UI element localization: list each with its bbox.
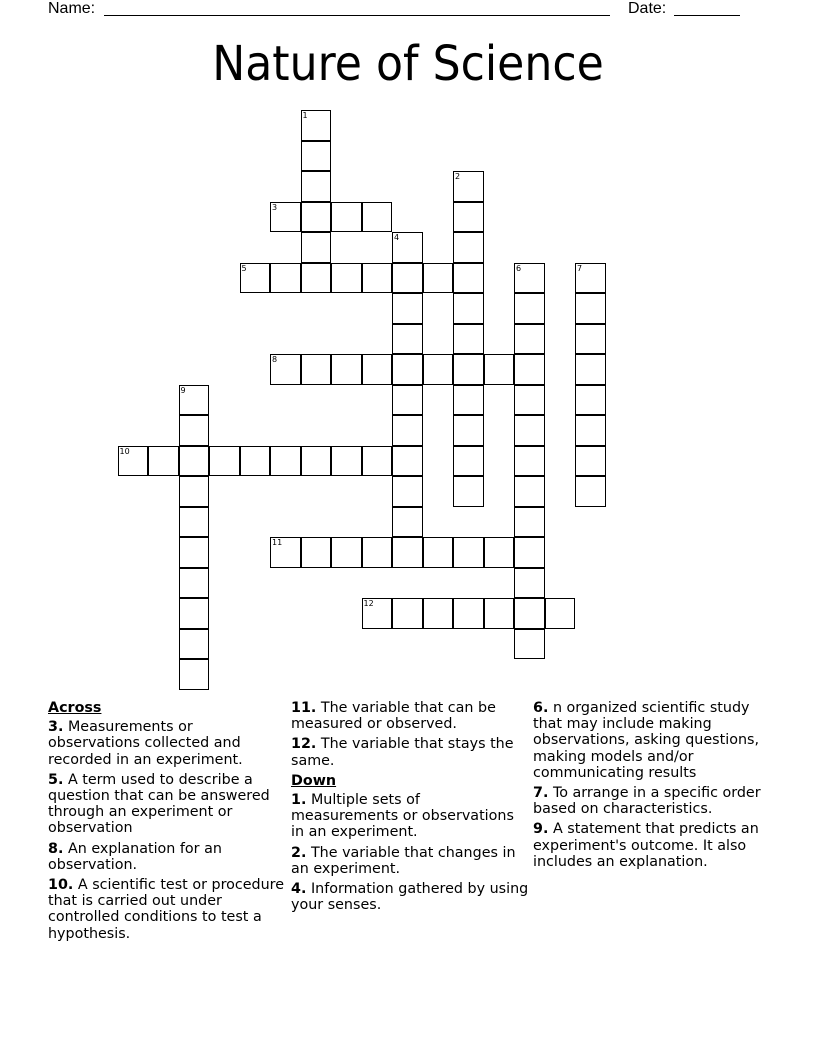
clue-number-label: 4 [394, 233, 400, 242]
grid-cell[interactable] [453, 476, 484, 507]
grid-cell[interactable] [453, 293, 484, 324]
clues-column-2 [291, 700, 531, 917]
clue-text: Multiple sets of measurements or observations in an experiment. [291, 792, 514, 841]
grid-cell[interactable] [301, 141, 332, 172]
grid-cell[interactable] [575, 385, 606, 416]
grid-cell[interactable] [362, 537, 393, 568]
grid-cell[interactable] [453, 171, 484, 202]
grid-cell[interactable] [575, 476, 606, 507]
grid-cell[interactable] [453, 598, 484, 629]
clue-number-label: 5 [241, 263, 247, 273]
grid-cell[interactable] [514, 537, 545, 568]
grid-cell[interactable] [423, 263, 454, 294]
grid-cell[interactable] [423, 537, 454, 568]
clue-down-6 [533, 700, 773, 781]
grid-cell[interactable] [453, 324, 484, 355]
grid-cell[interactable] [301, 110, 332, 141]
grid-cell[interactable] [179, 598, 210, 629]
grid-cell[interactable] [453, 415, 484, 446]
grid-cell[interactable] [179, 415, 210, 446]
clue-number-label: 12 [363, 599, 374, 608]
grid-cell[interactable] [179, 446, 210, 477]
grid-cell[interactable] [301, 537, 332, 568]
clue-across-8 [48, 841, 288, 873]
grid-cell[interactable] [301, 263, 332, 294]
clues-column-3 [533, 700, 773, 874]
clue-number: 5. [48, 771, 64, 788]
grid-cell[interactable] [270, 354, 301, 385]
grid-cell[interactable] [514, 354, 545, 385]
grid-cell[interactable] [514, 263, 545, 294]
grid-cell[interactable] [270, 537, 301, 568]
clue-text: Measurements or observations collected and recorded in an experiment. [48, 719, 243, 768]
grid-cell[interactable] [331, 202, 362, 233]
grid-cell[interactable] [179, 629, 210, 660]
grid-cell[interactable] [392, 415, 423, 446]
clue-text: A term used to describe a question that can be answered through an experiment or observation [48, 771, 270, 837]
grid-cell[interactable] [453, 385, 484, 416]
grid-cell[interactable] [423, 354, 454, 385]
clue-text: A scientific test or procedure that is carried out under controlled conditions to test a hypothesis. [48, 877, 285, 942]
grid-cell[interactable] [514, 629, 545, 660]
grid-cell[interactable] [331, 446, 362, 477]
clue-down-2 [291, 845, 531, 877]
clue-down-1 [291, 792, 531, 841]
grid-cell[interactable] [392, 263, 423, 294]
grid-cell[interactable] [453, 202, 484, 233]
clue-number: 8. [48, 840, 64, 857]
clue-across-3 [48, 719, 288, 768]
grid-cell[interactable] [331, 537, 362, 568]
clue-number-label: 3 [272, 202, 278, 212]
grid-cell[interactable] [514, 415, 545, 446]
across-heading: Across [48, 700, 102, 716]
grid-cell[interactable] [209, 446, 240, 477]
grid-cell[interactable] [270, 263, 301, 294]
grid-cell[interactable] [392, 476, 423, 507]
grid-cell[interactable] [362, 202, 393, 233]
clue-number: 12. [291, 736, 317, 753]
grid-cell[interactable] [575, 415, 606, 446]
clue-down-4 [291, 881, 531, 913]
grid-cell[interactable] [240, 263, 271, 294]
clue-number: 2. [291, 844, 307, 861]
name-label: Name: [48, 0, 96, 17]
clue-text: A statement that predicts an experiment's outcome. It also includes an explanation. [533, 821, 759, 870]
clue-text: n organized scientific study that may include making observations, asking questions, making models and/or communicating results [533, 700, 759, 781]
clue-number-label: 6 [516, 263, 522, 273]
clue-number-label: 8 [272, 355, 278, 364]
grid-cell[interactable] [514, 385, 545, 416]
clue-number-label: 7 [577, 263, 583, 273]
clue-across-12 [291, 736, 531, 768]
grid-cell[interactable] [179, 507, 210, 538]
grid-cell[interactable] [514, 598, 545, 629]
grid-cell[interactable] [484, 354, 515, 385]
grid-cell[interactable] [392, 354, 423, 385]
grid-cell[interactable] [362, 263, 393, 294]
grid-cell[interactable] [301, 232, 332, 263]
clue-text: The variable that can be measured or observed. [291, 700, 496, 733]
grid-cell[interactable] [392, 385, 423, 416]
grid-cell[interactable] [514, 324, 545, 355]
grid-cell[interactable] [392, 446, 423, 477]
clue-across-11 [291, 700, 531, 732]
grid-cell[interactable] [575, 354, 606, 385]
clue-number-label: 2 [455, 172, 461, 181]
grid-cell[interactable] [514, 476, 545, 507]
grid-cell[interactable] [301, 446, 332, 477]
grid-cell[interactable] [179, 385, 210, 416]
grid-cell[interactable] [545, 598, 576, 629]
grid-cell[interactable] [362, 598, 393, 629]
clue-number: 4. [291, 881, 307, 898]
grid-cell[interactable] [270, 446, 301, 477]
clue-text: To arrange in a specific order based on characteristics. [533, 785, 761, 818]
clue-text: An explanation for an observation. [48, 840, 222, 873]
grid-cell[interactable] [179, 476, 210, 507]
clue-text: The variable that changes in an experiment. [291, 844, 516, 877]
grid-cell[interactable] [331, 354, 362, 385]
down-heading: Down [291, 772, 337, 789]
clue-number: 6. [533, 700, 549, 716]
clue-number: 11. [291, 700, 317, 716]
grid-cell[interactable] [270, 202, 301, 233]
grid-cell[interactable] [575, 446, 606, 477]
grid-cell[interactable] [484, 537, 515, 568]
clue-number: 10. [48, 877, 74, 894]
clue-number-label: 10 [119, 446, 130, 456]
grid-cell[interactable] [575, 263, 606, 294]
grid-cell[interactable] [179, 537, 210, 568]
grid-cell[interactable] [423, 598, 454, 629]
clue-number: 1. [291, 792, 307, 809]
grid-cell[interactable] [453, 263, 484, 294]
grid-cell[interactable] [392, 537, 423, 568]
clue-number: 9. [533, 821, 549, 838]
grid-cell[interactable] [240, 446, 271, 477]
clue-number-label: 9 [180, 385, 186, 395]
grid-cell[interactable] [575, 293, 606, 324]
clue-down-9 [533, 821, 773, 870]
grid-cell[interactable] [514, 568, 545, 599]
clue-number-label: 11 [272, 538, 283, 547]
clue-number: 3. [48, 719, 64, 736]
grid-cell[interactable] [453, 446, 484, 477]
date-label: Date: [628, 0, 667, 17]
grid-cell[interactable] [148, 446, 179, 477]
grid-cell[interactable] [514, 293, 545, 324]
clue-across-5 [48, 772, 288, 837]
grid-cell[interactable] [453, 354, 484, 385]
grid-cell[interactable] [484, 598, 515, 629]
grid-cell[interactable] [118, 446, 149, 477]
grid-cell[interactable] [392, 324, 423, 355]
grid-cell[interactable] [179, 659, 210, 690]
clue-across-10 [48, 877, 288, 942]
grid-cell[interactable] [453, 232, 484, 263]
grid-cell[interactable] [362, 446, 393, 477]
grid-cell[interactable] [514, 446, 545, 477]
grid-cell[interactable] [392, 507, 423, 538]
clue-down-7 [533, 785, 773, 817]
grid-cell[interactable] [179, 568, 210, 599]
grid-cell[interactable] [362, 354, 393, 385]
grid-cell[interactable] [331, 263, 362, 294]
grid-cell[interactable] [301, 202, 332, 233]
grid-cell[interactable] [453, 537, 484, 568]
page-title: Nature of Science [212, 36, 604, 92]
grid-cell[interactable] [514, 507, 545, 538]
clue-text: The variable that stays the same. [291, 736, 514, 769]
grid-cell[interactable] [392, 232, 423, 263]
clue-text: Information gathered by using your senses. [291, 881, 529, 914]
clues-column-1 [48, 700, 288, 946]
grid-cell[interactable] [392, 293, 423, 324]
grid-cell[interactable] [575, 324, 606, 355]
grid-cell[interactable] [301, 171, 332, 202]
grid-cell[interactable] [301, 354, 332, 385]
clue-number-label: 1 [302, 111, 308, 120]
grid-cell[interactable] [392, 598, 423, 629]
clue-number: 7. [533, 785, 549, 802]
